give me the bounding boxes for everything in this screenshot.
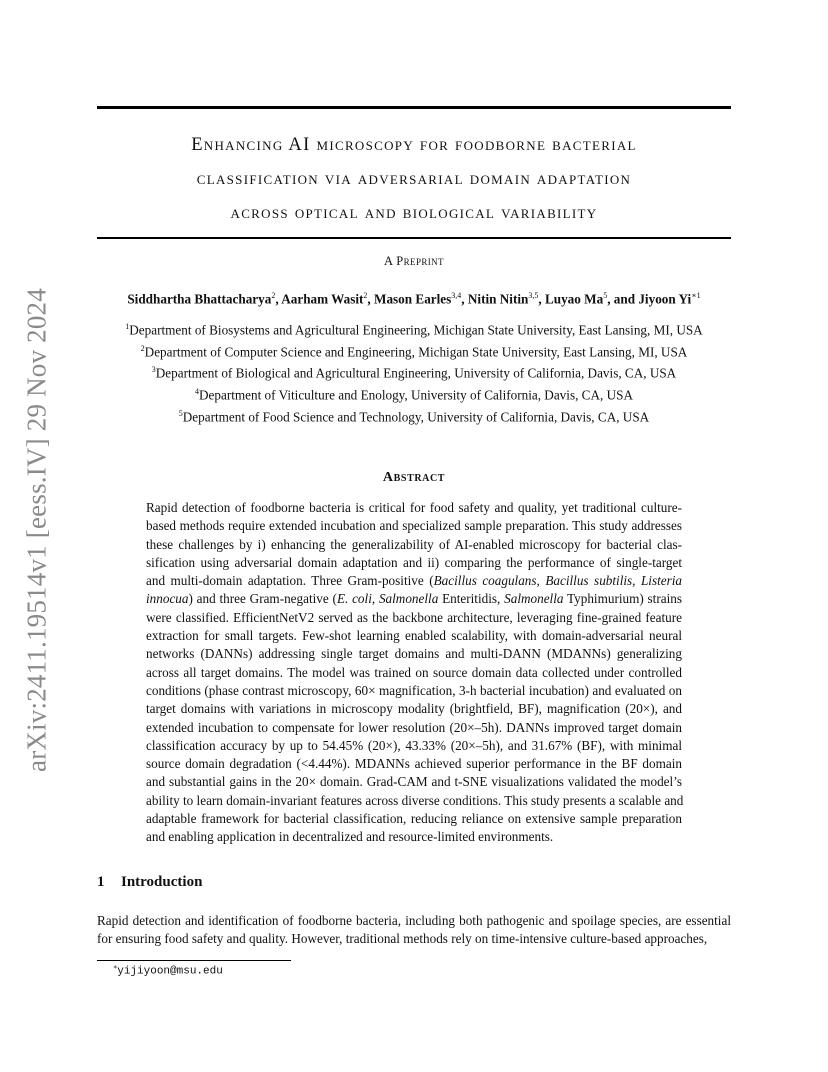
arxiv-identifier-stamp: arXiv:2411.19514v1 [eess.IV] 29 Nov 2024 [21, 288, 52, 772]
abstract-text: and enabling application in decentralized and resource-limited environments. [146, 829, 554, 845]
abstract-italic-text: innocua [146, 591, 189, 607]
author-name: and Jiyoon Yi [613, 291, 692, 307]
abstract-line [146, 682, 682, 700]
abstract-italic-text: Bacillus subtilis [545, 573, 633, 589]
author-affiliation-mark: 3,5 [528, 291, 539, 300]
abstract-italic-text: Salmonella [504, 591, 564, 607]
abstract-text: based methods require extended incubation and specialized sample preparation. This study addresses [146, 518, 682, 534]
affiliation-line [97, 383, 731, 405]
abstract-text: conditions (phase contrast microscopy, 60× magnification, 3-h bacterial incubation) and evaluated on [146, 682, 682, 698]
affiliation-line [97, 361, 731, 383]
abstract-text: Enteritidis, [438, 591, 505, 607]
abstract-line [146, 700, 682, 718]
affiliation-number: 5 [178, 408, 183, 418]
footnote [113, 963, 223, 978]
abstract-text: and multi-domain adaptation. Three Gram-positive ( [146, 573, 434, 589]
author-name: Nitin Nitin [467, 291, 529, 307]
abstract-italic-text: Bacillus coagulans [433, 573, 537, 589]
abstract-line [146, 828, 682, 846]
section-title: Introduction [121, 874, 203, 890]
abstract-text: Rapid detection of foodborne bacteria is critical for food safety and quality, yet traditional culture- [146, 500, 682, 515]
abstract-line [146, 737, 682, 755]
introduction-body [97, 912, 731, 949]
author-list: Siddhartha Bhattacharya$^2$, Aarham Wasit$^2$, Mason Earles$^{3,4}$, Nitin Nitin$^{3,5}$, Luyao Ma$^5$, and Jiyoon $Yi^{∗1}$ [127, 291, 701, 307]
author-affiliation-mark: 2 [271, 291, 276, 300]
abstract-body [146, 499, 682, 847]
intro-line: Rapid detection and identification of foodborne bacteria, including both pathogenic and spoilage species, are essential [97, 913, 731, 928]
preprint-label: A Preprint [384, 254, 444, 268]
footnote-mark: ∗ [113, 964, 118, 972]
abstract-line [146, 554, 682, 572]
abstract-line [146, 609, 682, 627]
affiliation-line [97, 340, 731, 362]
abstract-line [146, 719, 682, 737]
abstract-italic-text: E. coli [336, 591, 372, 607]
affiliation-line [97, 318, 731, 340]
abstract-line [146, 517, 682, 535]
affiliation-text: Department of Food Science and Technology, University of California, Davis, CA, USA [182, 409, 650, 425]
abstract-line [146, 645, 682, 663]
author-affiliation-mark: ∗1 [691, 291, 701, 300]
affiliation-text: Department of Viticulture and Enology, University of California, Davis, CA, USA [199, 387, 633, 403]
abstract-line [146, 627, 682, 645]
abstract-text: ) and three Gram-negative ( [188, 591, 337, 607]
affiliation-number: 1 [125, 322, 130, 331]
title-line: across optical and biological variability [230, 203, 598, 223]
abstract-italic-text: Salmonella [378, 591, 439, 607]
abstract-text: source domain degradation (<4.44%). MDANNs achieved superior performance in the BF domain [146, 756, 682, 772]
affiliation-number: 2 [140, 343, 145, 353]
author-name: Aarham Wasit [281, 291, 364, 307]
abstract-text: Typhimurium) strains [563, 591, 682, 607]
abstract-text: extended incubation to compensate for lower resolution (20×–5h). DANNs improved target domain [146, 719, 682, 735]
abstract-text: extraction for small targets. Few-shot learning enabled scalability, with domain-adversarial neural [146, 628, 682, 644]
author-name: Siddhartha Bhattacharya [127, 291, 272, 307]
title-bottom-rule [97, 237, 731, 239]
footnote-rule [97, 960, 291, 961]
abstract-text: , [536, 573, 546, 589]
abstract-line [146, 499, 682, 517]
author-name: Luyao Ma [544, 291, 604, 307]
abstract-line [146, 792, 682, 810]
abstract-text: target domains with variations in microscopy modality (brightfield, BF), magnification (20×), and [146, 701, 682, 717]
author-affiliation-mark: 5 [603, 291, 608, 300]
abstract-line [146, 536, 682, 554]
title-top-rule [97, 106, 731, 109]
affiliation-number: 4 [195, 387, 200, 397]
abstract-text: were classified. EfficientNetV2 served as the backbone architecture, leveraging fine-grained feature [146, 609, 682, 625]
affiliation-number: 3 [151, 365, 156, 375]
abstract-text: , [371, 591, 379, 607]
abstract-line [146, 590, 682, 608]
abstract-text: classification accuracy by up to 54.45% (20×), 43.33% (20×–5h), and 31.67% (BF), with minimal [146, 737, 682, 753]
author-affiliation-mark: 2 [363, 291, 368, 300]
abstract-line [146, 572, 682, 590]
abstract-text: across all target domains. The model was trained on source domain data collected under controlled [146, 664, 682, 680]
abstract-line [146, 664, 682, 682]
footnote-email: yijiyoon@msu.edu [117, 965, 223, 978]
author-affiliation-mark: 3,4 [451, 291, 462, 300]
abstract-text: , [632, 573, 641, 589]
abstract-text: these challenges by i) enhancing the generalizability of AI-enabled microscopy for bacterial clas- [146, 536, 682, 552]
author-name: Mason Earles [374, 291, 452, 307]
abstract-text: adaptable framework for bacterial classification, reducing reliance on extensive sample preparation [146, 811, 682, 827]
affiliation-text: Department of Computer Science and Engineering, Michigan State University, East Lansing, MI, USA [144, 344, 688, 360]
affiliation-text: Department of Biosystems and Agricultural Engineering, Michigan State University, East Lansing, MI, USA [129, 322, 703, 338]
abstract-text: sification using adversarial domain adaptation and ii) comparing the performance of single-target [146, 554, 682, 570]
affiliation-list [97, 318, 731, 426]
abstract-line [146, 810, 682, 828]
section-number: 1 [97, 874, 105, 890]
intro-line: for ensuring food safety and quality. However, traditional methods rely on time-intensive culture-based approaches, [97, 931, 708, 947]
title-line: Enhancing AI microscopy for foodborne bacterial [191, 135, 637, 155]
affiliation-line [97, 405, 731, 427]
paper-title [97, 128, 731, 230]
affiliation-text: Department of Biological and Agricultural Engineering, University of California, Davis, CA, USA [155, 365, 677, 381]
abstract-text: networks (DANNs) addressing single target domains and multi-DANN (MDANNs) generalizing [146, 646, 682, 662]
abstract-line [146, 773, 682, 791]
title-line: classification via adversarial domain adaptation [196, 169, 632, 189]
section-heading-introduction [97, 874, 202, 891]
abstract-heading: Abstract [382, 470, 446, 485]
abstract-text: ability to learn domain-invariant features across diverse conditions. This study presents a scalable and [146, 792, 684, 808]
abstract-italic-text: Listeria [640, 573, 683, 589]
abstract-text: and substantial gains in the 20× domain. Grad-CAM and t-SNE visualizations validated the model’s [146, 774, 682, 790]
abstract-line [146, 755, 682, 773]
